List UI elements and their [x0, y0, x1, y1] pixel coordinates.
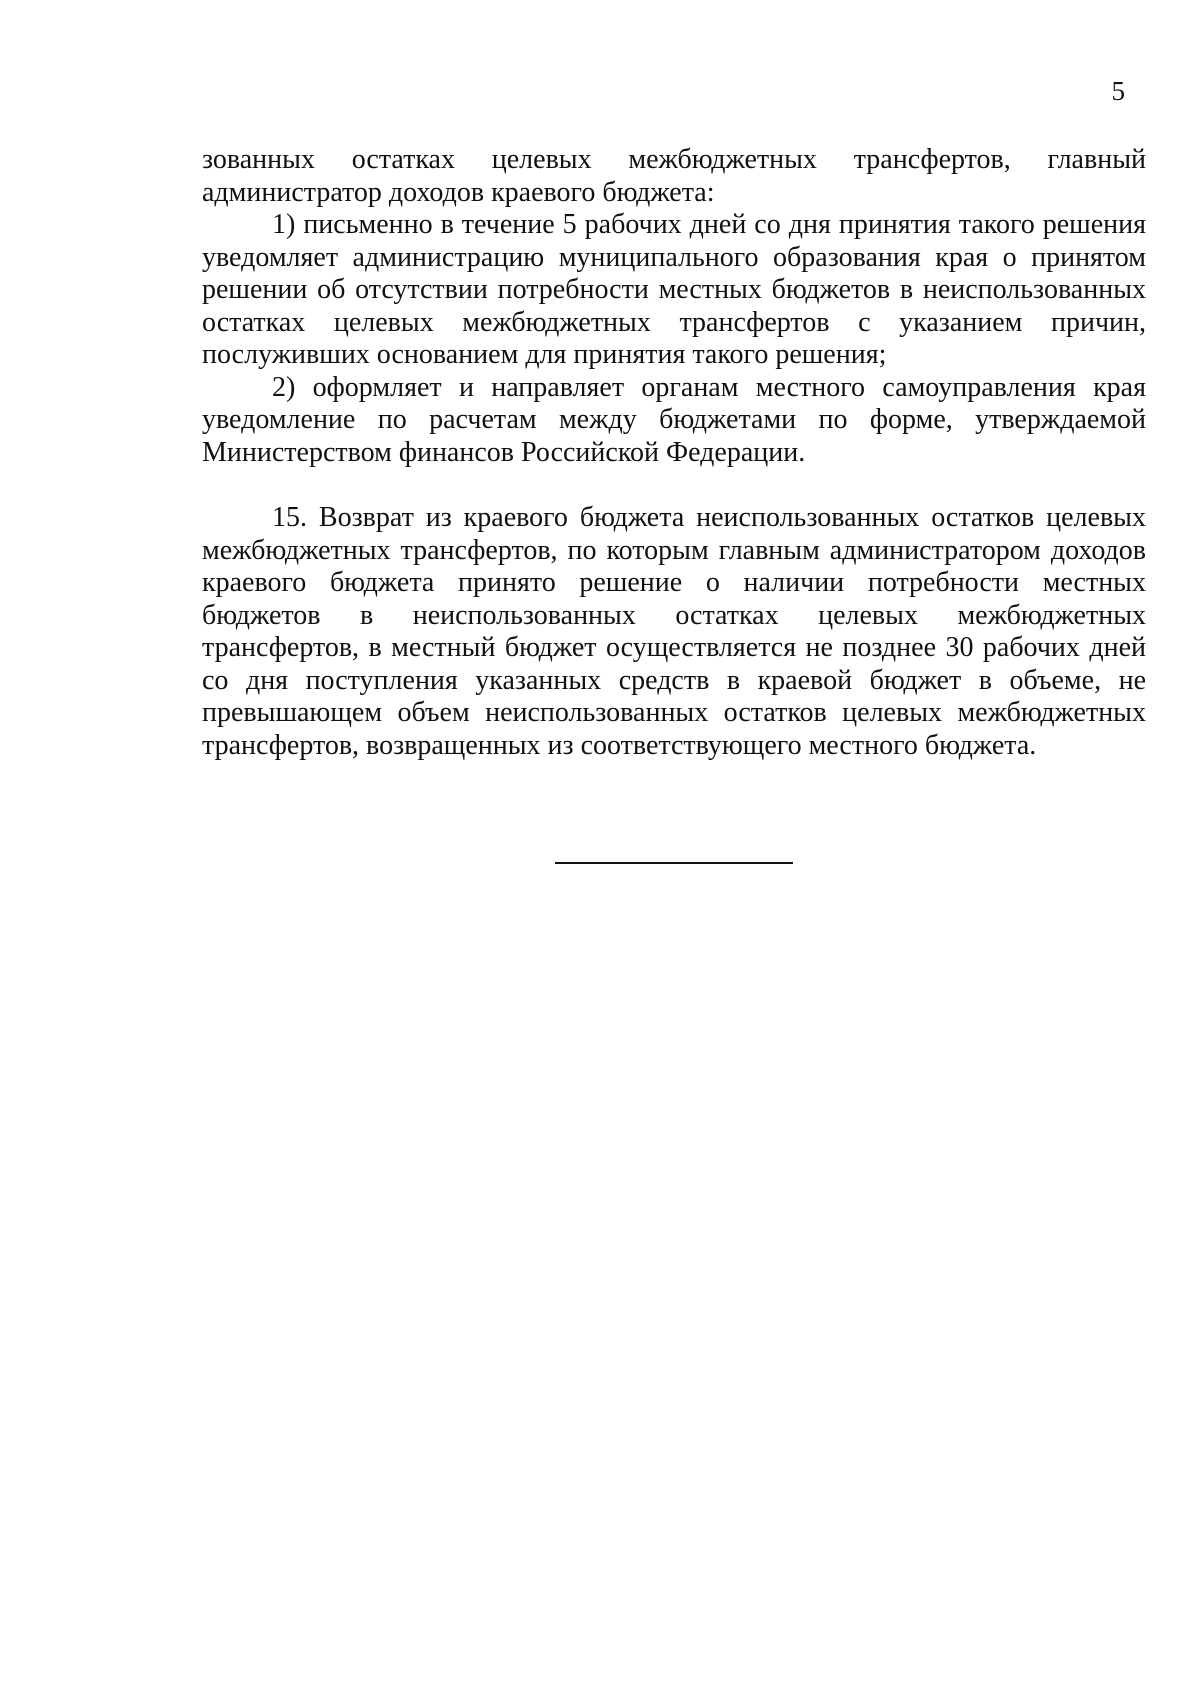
document-body [202, 144, 1146, 762]
end-of-document-rule [555, 862, 793, 864]
page-number: 5 [1111, 76, 1125, 106]
clause-15: 15. Возврат из краевого бюджета неиспользованных остатков целевых межбюджетных трансфертов, по которым главным администратором доходов краевого бюджета принято решение о наличии потребности местных бюджетов в неиспользованных остатках целевых межбюджетных трансфертов, в местный бюджет осуществляется не позднее 30 рабочих дней со дня поступления указанных средств в краевой бюджет в объеме, не превышающем объем неиспользованных остатков целевых межбюджетных трансфертов, возвращенных из соответствующего местного бюджета. [202, 502, 1146, 761]
list-item-1: 1) письменно в течение 5 рабочих дней со дня принятия такого решения уведомляет администрацию муниципального образования края о принятом решении об отсутствии потребности местных бюджетов в неиспользованных остатках целевых межбюджетных трансфертов с указанием причин, послуживших основанием для принятия такого решения; [202, 209, 1146, 370]
paragraph-spacer [202, 469, 1146, 502]
list-item-2: 2) оформляет и направляет органам местного самоуправления края уведомление по расчетам между бюджетами по форме, утверждаемой Министерством финансов Российской Федерации. [202, 371, 1146, 468]
paragraph-continuation: зованных остатках целевых межбюджетных трансфертов, главный администратор доходов краевого бюджета: [202, 144, 1146, 208]
